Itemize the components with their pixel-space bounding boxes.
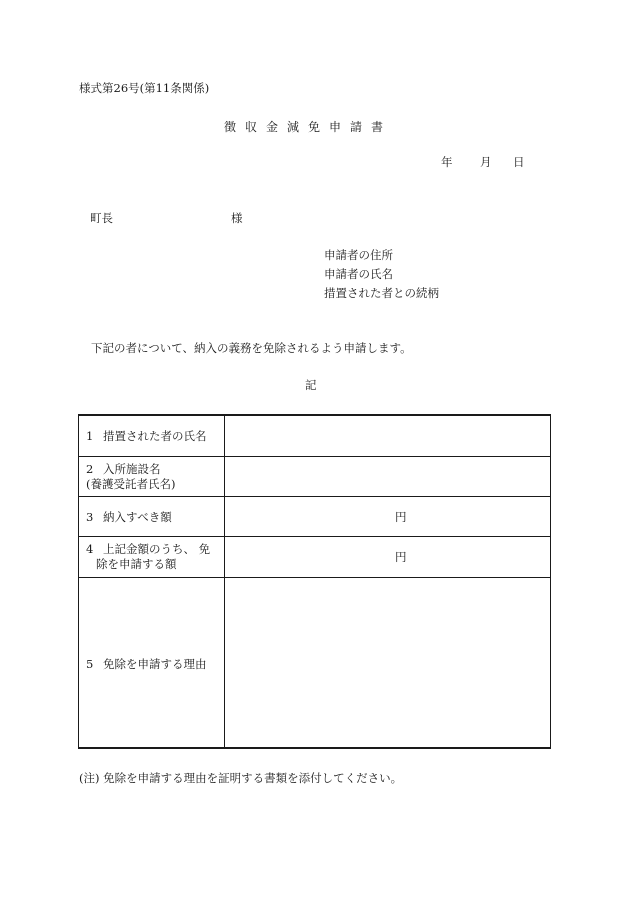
date-month-label: 月 [480, 155, 492, 169]
row-label [86, 464, 161, 476]
row-label-cell [79, 578, 225, 747]
row-label-cell [79, 497, 225, 536]
detail-table [78, 414, 551, 749]
exemption-amount-field[interactable] [225, 537, 550, 577]
date-year-label: 年 [441, 155, 453, 169]
applicant-address-label: 申請者の住所 [324, 248, 393, 262]
row-label [86, 659, 207, 671]
table-row [79, 537, 550, 578]
row-sublabel: (養護受託者氏名) [86, 477, 176, 491]
row-label-text: 納入すべき額 [103, 510, 172, 524]
form-number: 様式第26号(第11条関係) [79, 81, 210, 95]
row-label [86, 512, 172, 524]
table-row [79, 457, 550, 497]
addressee-honorific: 様 [231, 211, 243, 225]
table-row [79, 416, 550, 457]
row-label-cell [79, 537, 225, 577]
row-label-cell [79, 416, 225, 456]
exemption-reason-field[interactable] [225, 578, 550, 747]
applicant-name-label: 申請者の氏名 [324, 267, 393, 281]
date-day-label: 日 [513, 155, 525, 169]
subject-name-field[interactable] [225, 416, 550, 456]
footnote: (注) 免除を申請する理由を証明する書類を添付してください。 [79, 771, 403, 785]
addressee-title: 町長 [90, 211, 113, 225]
ki-heading: 記 [305, 378, 317, 392]
row-number: 3 [86, 510, 94, 524]
row-label-text: 措置された者の氏名 [103, 429, 207, 443]
row-label-text: 入所施設名 [103, 462, 161, 476]
row-label-cell [79, 457, 225, 496]
row-number: 2 [86, 462, 94, 476]
document-title: 徴収金減免申請書 [224, 120, 393, 134]
row-number: 4 [86, 542, 94, 556]
request-sentence: 下記の者について、納入の義務を免除されるよう申請します。 [91, 341, 412, 355]
row-label [86, 544, 210, 556]
row-sublabel: 除を申請する額 [96, 557, 177, 571]
row-number: 1 [86, 429, 94, 443]
applicant-relationship-label: 措置された者との続柄 [324, 286, 439, 300]
table-row [79, 497, 550, 537]
yen-unit: 円 [395, 510, 407, 524]
yen-unit: 円 [395, 550, 407, 564]
table-row [79, 578, 550, 747]
amount-due-field[interactable] [225, 497, 550, 536]
applicant-block [324, 250, 439, 307]
row-label [86, 431, 207, 443]
facility-name-field[interactable] [225, 457, 550, 496]
row-number: 5 [86, 657, 94, 671]
row-label-text: 免除を申請する理由 [103, 657, 207, 671]
row-label-text: 上記金額のうち、 免 [103, 542, 211, 556]
